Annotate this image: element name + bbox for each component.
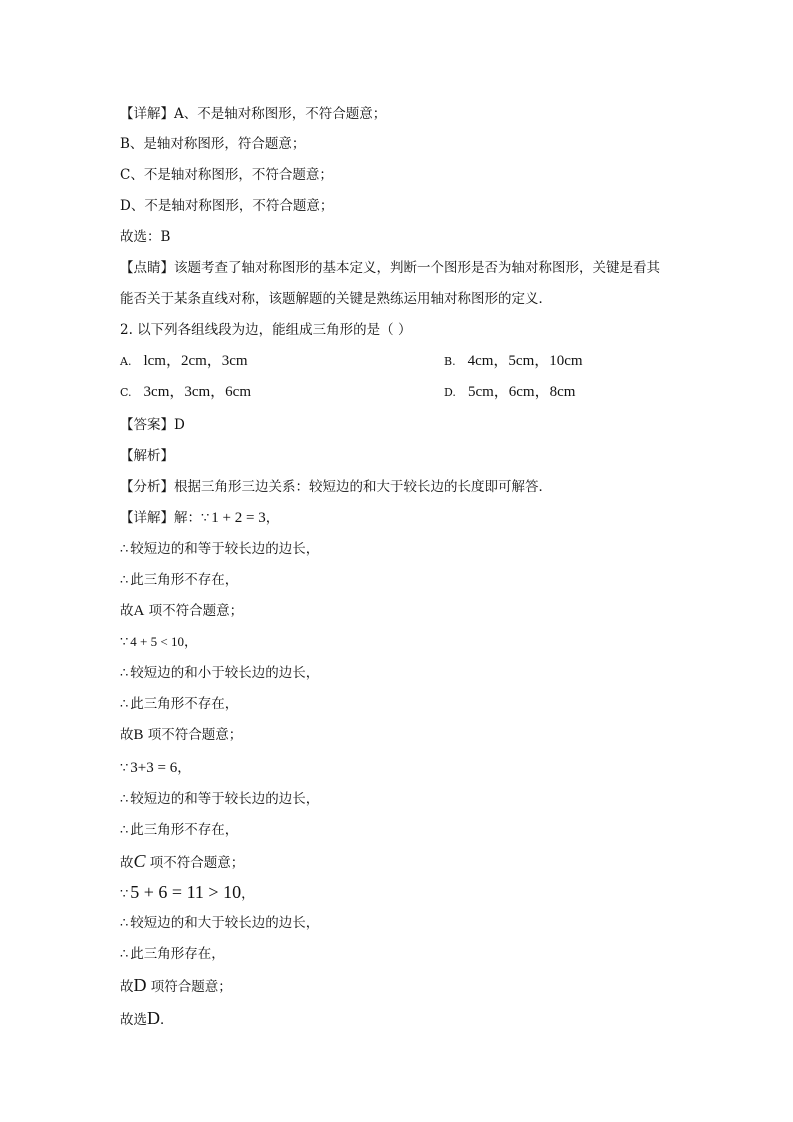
conclusion-4a-line <box>120 913 319 934</box>
conclusion-4b-line <box>120 944 225 965</box>
comma: ， <box>241 886 255 902</box>
result-d-pre: 故 <box>120 979 134 995</box>
detail-option-d: D、不是轴对称图形，不符合题意； <box>120 198 334 214</box>
option-c-letter: C. <box>120 386 132 399</box>
result-a-letter: A <box>133 603 145 619</box>
result-b-letter: B <box>133 727 144 743</box>
equation-3: 3+3 = 6 <box>130 760 178 776</box>
conclusion-3b-line <box>120 820 238 841</box>
option-d-letter: D. <box>444 386 456 399</box>
conclusion-4b: 此三角形存在， <box>130 946 225 962</box>
because-symbol: ∵ <box>201 511 210 526</box>
therefore-symbol: ∴ <box>120 666 129 681</box>
solution-intro-line <box>120 508 279 529</box>
therefore-symbol: ∴ <box>120 792 129 807</box>
equation-4: 5 + 6 = 11 > 10 <box>130 882 242 902</box>
equation-1: 1 + 2 = 3 <box>211 510 266 526</box>
conclusion-3b: 此三角形不存在， <box>130 822 239 838</box>
conclusion-3a: 较短边的和等于较长边的边长， <box>130 791 320 807</box>
result-c-line <box>120 851 244 873</box>
conclusion-1b: 此三角形不存在， <box>130 572 239 588</box>
final-pre: 故选 <box>120 1012 147 1028</box>
conclusion-3a-line <box>120 789 319 810</box>
comma: ， <box>183 634 198 650</box>
conclusion-4a: 较短边的和大于较长边的边长， <box>130 915 320 931</box>
conclusion-1b-line <box>120 570 238 591</box>
result-a-post: 项不符合题意； <box>144 603 244 619</box>
solution-intro: 【详解】解： <box>120 510 201 526</box>
because-symbol: ∵ <box>120 761 129 776</box>
therefore-symbol: ∴ <box>120 542 129 557</box>
therefore-symbol: ∴ <box>120 823 129 838</box>
tip-line-1: 【点睛】该题考查了轴对称图形的基本定义，判断一个图形是否为轴对称图形，关键是看其 <box>120 260 660 276</box>
equation-2: 4 + 5 < 10 <box>130 634 184 649</box>
detail-option-b: B、是轴对称图形，符合题意； <box>120 136 306 152</box>
final-post: ． <box>160 1012 174 1028</box>
therefore-symbol: ∴ <box>120 573 129 588</box>
conclusion-1a-line <box>120 539 319 560</box>
option-a <box>120 351 248 372</box>
result-b-post: 项不符合题意； <box>143 727 243 743</box>
detail-choice: 故选：B <box>120 229 171 245</box>
analysis-title: 【解析】 <box>120 448 174 464</box>
equation-4-line <box>120 882 255 905</box>
conclusion-2b-line <box>120 694 238 715</box>
result-a-line <box>120 601 243 621</box>
equation-2-line <box>120 632 197 653</box>
final-letter: D <box>147 1008 160 1028</box>
detail-option-a: 【详解】A、不是轴对称图形，不符合题意； <box>120 106 387 122</box>
tip-line-2: 能否关于某条直线对称，该题解题的关键是熟练运用轴对称图形的定义． <box>120 291 552 307</box>
option-d-value: 5cm，6cm，8cm <box>467 384 576 400</box>
comma: ， <box>265 510 280 526</box>
option-a-letter: A. <box>120 355 132 368</box>
option-b <box>444 351 583 372</box>
final-choice-line <box>120 1008 174 1030</box>
option-c-value: 3cm，3cm，6cm <box>143 384 252 400</box>
because-symbol: ∵ <box>120 887 129 902</box>
question-stem: 2. 以下列各组线段为边，能组成三角形的是（ ） <box>120 322 412 338</box>
therefore-symbol: ∴ <box>120 916 129 931</box>
because-symbol: ∵ <box>120 635 129 650</box>
result-b-line <box>120 725 242 745</box>
answer: 【答案】D <box>120 417 185 433</box>
therefore-symbol: ∴ <box>120 697 129 712</box>
option-a-value: lcm，2cm，3cm <box>143 353 248 369</box>
result-c-pre: 故 <box>120 855 134 871</box>
result-d-post: 项符合题意； <box>146 979 232 995</box>
result-c-letter: C <box>133 851 146 871</box>
option-d <box>444 382 575 403</box>
result-d-line <box>120 975 232 997</box>
conclusion-2a-line <box>120 663 319 684</box>
conclusion-2b: 此三角形不存在， <box>130 696 239 712</box>
comma: ， <box>177 760 191 776</box>
result-c-post: 项不符合题意； <box>145 855 245 871</box>
conclusion-2a: 较短边的和小于较长边的边长， <box>130 665 320 681</box>
result-a-pre: 故 <box>120 603 134 619</box>
option-b-value: 4cm，5cm，10cm <box>467 353 583 369</box>
result-b-pre: 故 <box>120 727 134 743</box>
therefore-symbol: ∴ <box>120 947 129 962</box>
analysis-text: 【分析】根据三角形三边关系：较短边的和大于较长边的长度即可解答． <box>120 479 552 495</box>
equation-3-line <box>120 758 191 779</box>
option-c <box>120 382 251 403</box>
result-d-letter: D <box>133 975 147 995</box>
option-b-letter: B. <box>444 355 456 368</box>
detail-option-c: C、不是轴对称图形，不符合题意； <box>120 167 333 183</box>
conclusion-1a: 较短边的和等于较长边的边长， <box>130 541 320 557</box>
